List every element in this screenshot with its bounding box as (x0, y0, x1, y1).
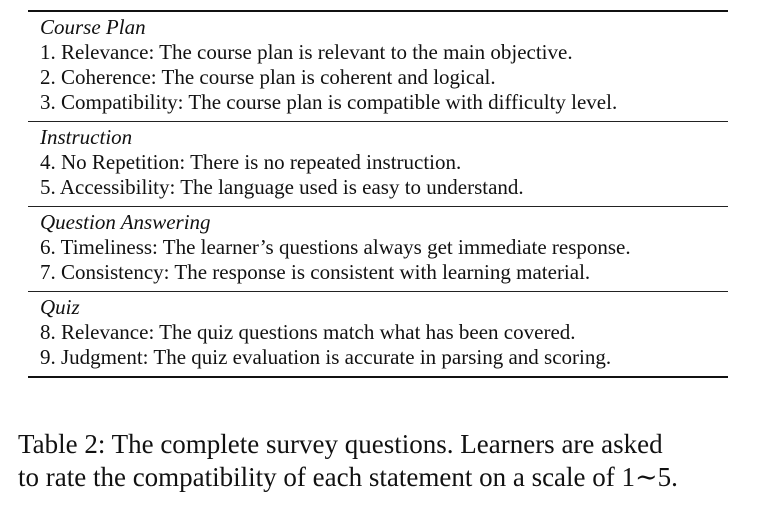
section-course-plan (28, 12, 728, 121)
question-item: 3. Compatibility: The course plan is compatible with difficulty level. (40, 90, 618, 114)
question-item: 5. Accessibility: The language used is easy to understand. (40, 175, 524, 199)
section-question-answering (28, 207, 728, 291)
question-item: 2. Coherence: The course plan is coherent and logical. (40, 65, 496, 89)
question-item: 6. Timeliness: The learner’s questions always get immediate response. (40, 235, 631, 259)
caption-line: Table 2: The complete survey questions. Learners are asked (18, 429, 663, 459)
question-item: 9. Judgment: The quiz evaluation is accurate in parsing and scoring. (40, 345, 612, 369)
bottom-rule (28, 376, 728, 378)
caption-line: to rate the compatibility of each statement on a scale of 1∼5. (18, 462, 678, 492)
question-item: 8. Relevance: The quiz questions match what has been covered. (40, 320, 576, 344)
question-item: 1. Relevance: The course plan is relevant to the main objective. (40, 40, 573, 64)
table-caption (18, 428, 753, 494)
section-title: Course Plan (40, 15, 146, 39)
section-title: Question Answering (40, 210, 211, 234)
question-item: 7. Consistency: The response is consistent with learning material. (40, 260, 591, 284)
section-quiz (28, 292, 728, 376)
section-title: Quiz (40, 295, 80, 319)
section-title: Instruction (40, 125, 133, 149)
survey-table (28, 10, 728, 378)
question-item: 4. No Repetition: There is no repeated instruction. (40, 150, 462, 174)
section-instruction (28, 122, 728, 206)
